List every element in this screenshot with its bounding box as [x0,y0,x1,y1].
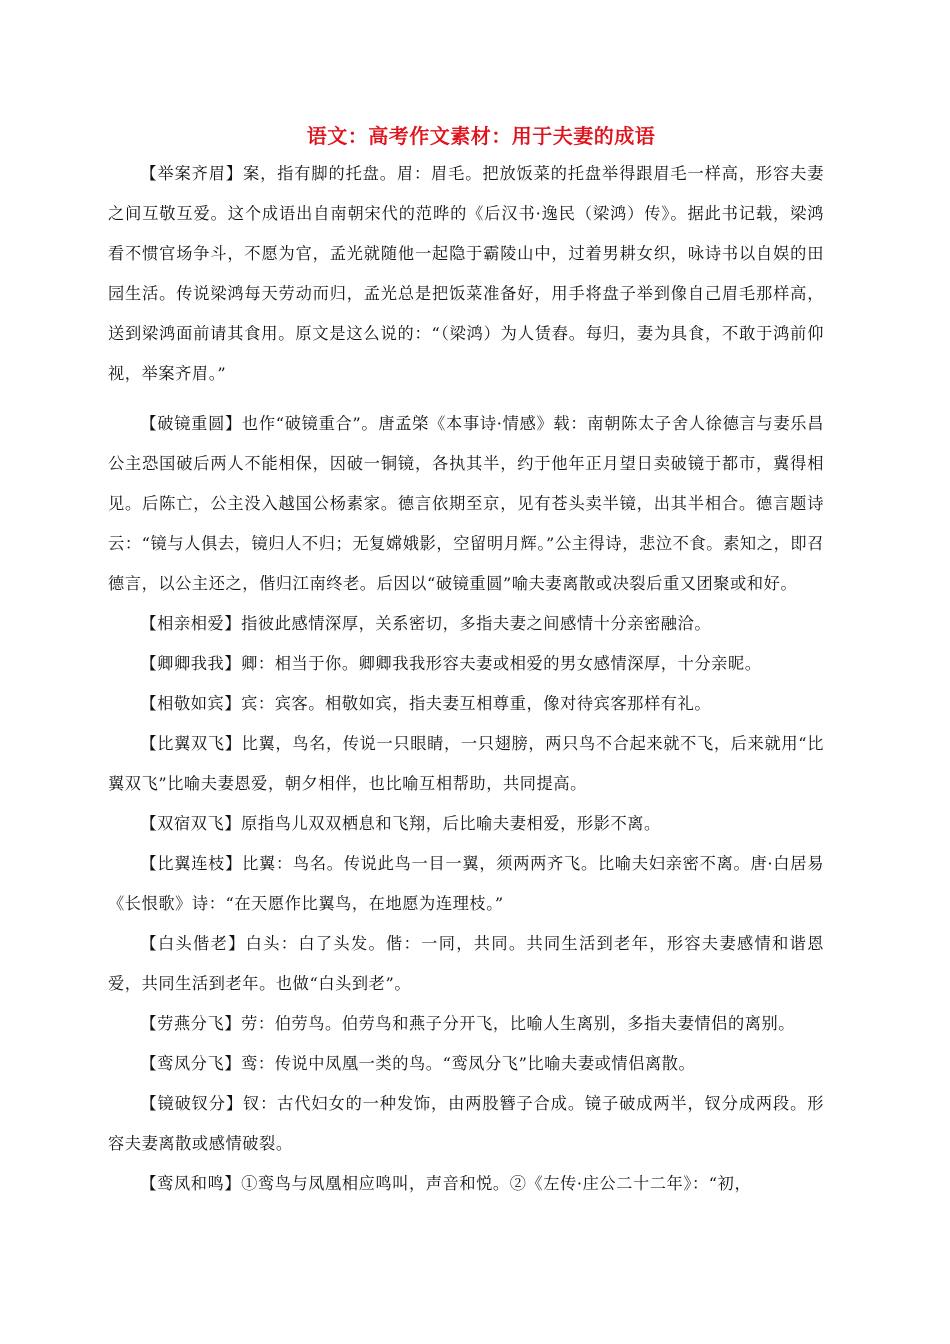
entry-xiang-jing-ru-bin: 【相敬如宾】宾：宾客。相敬如宾，指夫妻互相尊重，像对待宾客那样有礼。 [140,694,712,713]
entry-xiang-qin-xiang-ai: 【相亲相爱】指彼此感情深厚，关系密切，多指夫妻之间感情十分亲密融洽。 [140,614,712,633]
document-page [108,118,824,1204]
entry-jing-po-chai-fen: 【镜破钗分】钗：古代妇女的一种发饰，由两股簪子合成。镜子破成两半，钗分成两段。形容夫妻离散或感情破裂。 [108,1094,824,1153]
entry-lao-yan-fen-fei: 【劳燕分飞】劳：伯劳鸟。伯劳鸟和燕子分开飞，比喻人生离别，多指夫妻情侣的离别。 [140,1014,796,1033]
entry-bai-tou-xie-lao: 【白头偕老】白头：白了头发。偕：一同，共同。共同生活到老年，形容夫妻感情和谐恩爱，共同生活到老年。也做“白头到老”。 [108,934,824,993]
entry-ju-an-qi-mei: 【举案齐眉】案，指有脚的托盘。眉：眉毛。把放饭菜的托盘举得跟眉毛一样高，形容夫妻之间互敬互爱。这个成语出自南朝宋代的范晔的《后汉书·逸民（梁鸿）传》。据此书记载，梁鸿看不惯官场争斗，不愿为官，孟光就随他一起隐于霸陵山中，过着男耕女织，咏诗书以自娱的田园生活。传说梁鸿每天劳动而归，孟光总是把饭菜准备好，用手将盘子举到像自己眉毛那样高，送到梁鸿面前请其食用。原文是这么说的：“（梁鸿）为人赁舂。每归，妻为具食，不敢于鸿前仰视，举案齐眉。” [108,164,824,383]
document-title: 语文：高考作文素材：用于夫妻的成语 [306,124,656,148]
entry-bi-yi-lian-zhi: 【比翼连枝】比翼：鸟名。传说此鸟一目一翼，须两两齐飞。比喻夫妇亲密不离。唐·白居易《长恨歌》诗：“在天愿作比翼鸟，在地愿为连理枝。” [108,854,824,913]
entry-qing-qing-wo-wo: 【卿卿我我】卿：相当于你。卿卿我我形容夫妻或相爱的男女感情深厚，十分亲昵。 [140,654,762,673]
entry-luan-feng-fen-fei: 【鸾凤分飞】鸾：传说中凤凰一类的鸟。“鸾凤分飞”比喻夫妻或情侣离散。 [140,1054,696,1073]
entry-luan-feng-he-ming: 【鸾凤和鸣】①鸾鸟与凤凰相应鸣叫，声音和悦。②《左传·庄公二十二年》：“初， [140,1174,752,1193]
entry-bi-yi-shuang-fei: 【比翼双飞】比翼，鸟名，传说一只眼睛，一只翅膀，两只鸟不合起来就不飞，后来就用“比翼双飞”比喻夫妻恩爱，朝夕相伴，也比喻互相帮助，共同提高。 [108,734,824,793]
entry-shuang-su-shuang-fei: 【双宿双飞】原指鸟儿双双栖息和飞翔，后比喻夫妻相爱，形影不离。 [140,814,661,833]
entry-po-jing-chong-yuan: 【破镜重圆】也作“破镜重合”。唐孟棨《本事诗·情感》载：南朝陈太子舍人徐德言与妻乐昌公主恐国破后两人不能相保，因破一铜镜，各执其半，约于他年正月望日卖破镜于都市，冀得相见。后陈亡，公主没入越国公杨素家。德言依期至京，见有苍头卖半镜，出其半相合。德言题诗云：“镜与人俱去，镜归人不归；无复嫦娥影，空留明月辉。”公主得诗，悲泣不食。素知之，即召德言，以公主还之，偕归江南终老。后因以“破镜重圆”喻夫妻离散或决裂后重又团聚或和好。 [108,414,824,593]
